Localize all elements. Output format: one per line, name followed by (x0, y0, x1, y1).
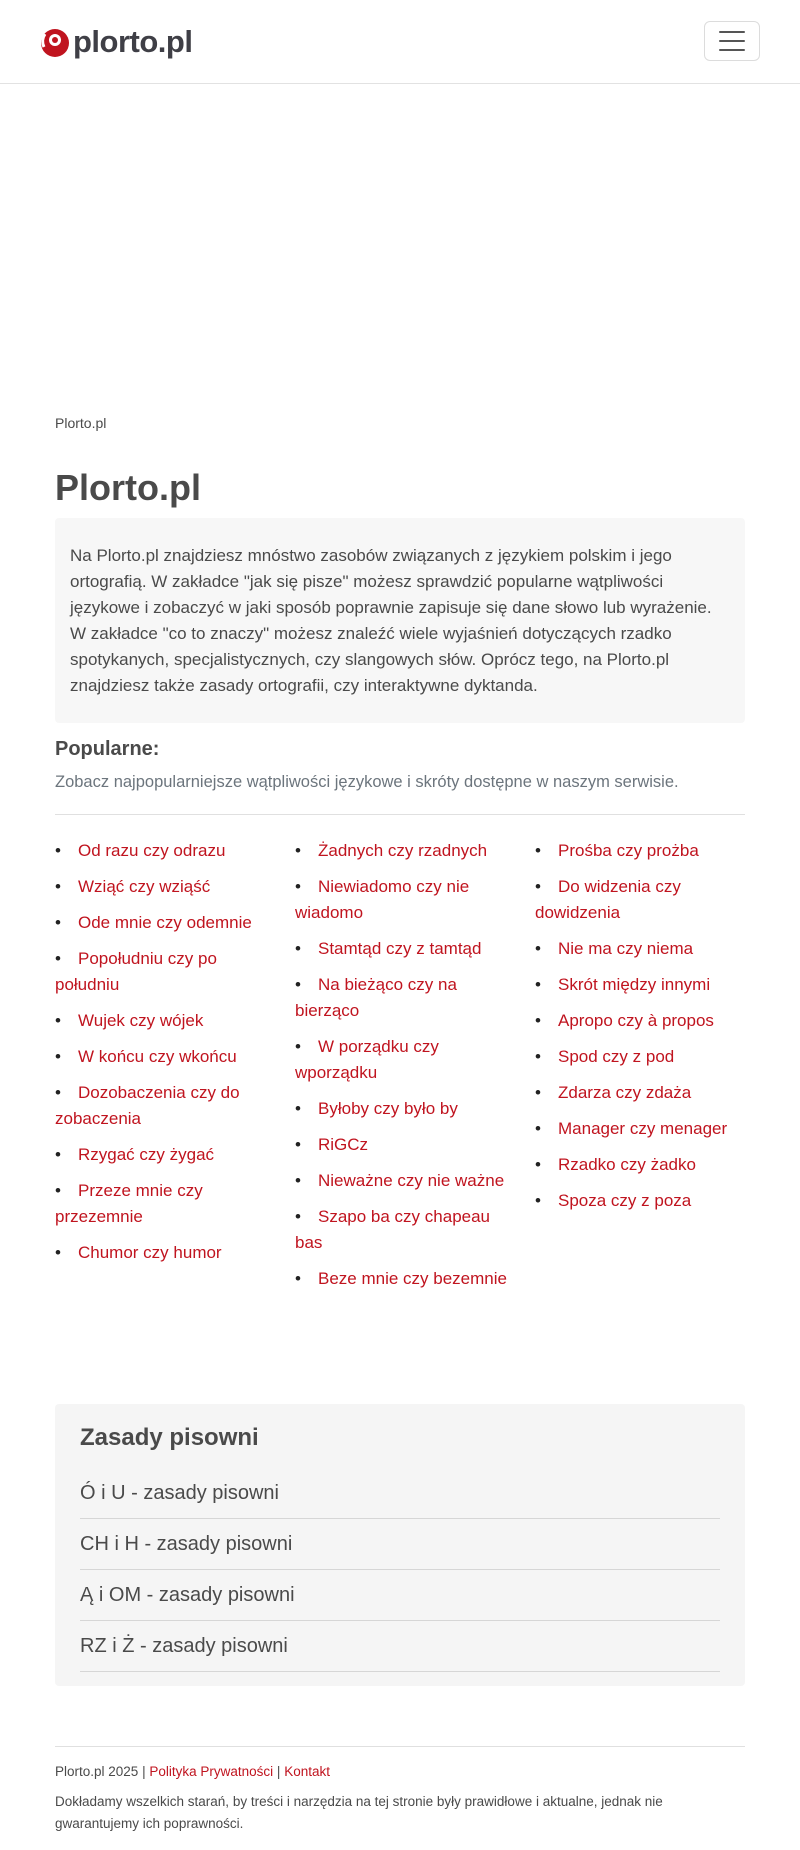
list-item (55, 1044, 270, 1070)
footer-separator: | (142, 1764, 146, 1779)
list-item (535, 1044, 750, 1070)
rules-card (55, 1404, 745, 1686)
popular-link[interactable]: Rzygać czy żygać (78, 1145, 215, 1164)
list-item (535, 874, 750, 926)
popular-link[interactable]: Wziąć czy wziąść (78, 877, 211, 896)
hamburger-icon-line (719, 40, 745, 42)
popular-link[interactable]: W końcu czy wkońcu (78, 1047, 237, 1066)
footer-links (55, 1764, 745, 1779)
popular-link[interactable]: Nieważne czy nie ważne (318, 1171, 505, 1190)
list-item (295, 972, 510, 1024)
popular-link[interactable]: Przeze mnie czy przezemnie (55, 1181, 203, 1226)
footer-copyright: Plorto.pl 2025 (55, 1764, 139, 1779)
footer-disclaimer: Dokładamy wszelkich starań, by treści i narzędzia na tej stronie były prawidłowe i aktualne, jednak nie gwarantujemy ich poprawności. (55, 1794, 663, 1831)
list-item (535, 1080, 750, 1106)
list-item (55, 1240, 270, 1266)
popular-link[interactable]: Apropo czy à propos (558, 1011, 714, 1030)
logo-text: plorto.pl (73, 24, 193, 59)
list-item (535, 838, 750, 864)
list-item (295, 1168, 510, 1194)
list-item (55, 1178, 270, 1230)
popular-link[interactable]: RiGCz (318, 1135, 369, 1154)
list-item (295, 1034, 510, 1086)
list-item (295, 1096, 510, 1122)
rules-item-ch-h[interactable]: CH i H - zasady pisowni (80, 1519, 720, 1570)
popular-link[interactable]: Dozobaczenia czy do zobaczenia (55, 1083, 240, 1128)
list-item (295, 1266, 510, 1292)
privacy-link[interactable]: Polityka Prywatności (149, 1764, 274, 1779)
list-item (295, 838, 510, 864)
hamburger-icon-line (719, 31, 745, 33)
rules-item-rz-z[interactable]: RZ i Ż - zasady pisowni (80, 1621, 720, 1672)
popular-link[interactable]: Spod czy z pod (558, 1047, 675, 1066)
popular-link[interactable]: Beze mnie czy bezemnie (318, 1269, 507, 1288)
list-item (295, 1204, 510, 1256)
footer-divider (55, 1746, 745, 1747)
list-item (295, 874, 510, 926)
popular-link[interactable]: Nie ma czy niema (558, 939, 694, 958)
page-title: Plorto.pl (55, 467, 201, 508)
popular-subtitle: Zobacz najpopularniejsze wątpliwości językowe i skróty dostępne w naszym serwisie. (55, 773, 679, 791)
divider (55, 814, 745, 815)
list-item (55, 838, 270, 864)
popular-link[interactable]: Niewiadomo czy nie wiadomo (295, 877, 470, 922)
popular-link[interactable]: Chumor czy humor (78, 1243, 222, 1262)
popular-link[interactable]: Szapo ba czy chapeau bas (295, 1207, 491, 1252)
popular-heading: Popularne: (55, 738, 160, 760)
navbar (0, 0, 800, 84)
popular-link[interactable]: Rzadko czy żadko (558, 1155, 696, 1174)
list-item (295, 936, 510, 962)
popular-link[interactable]: Do widzenia czy dowidzenia (535, 877, 681, 922)
popular-link[interactable]: W porządku czy wporządku (295, 1037, 439, 1082)
rules-title: Zasady pisowni (80, 1424, 259, 1451)
list-item (55, 910, 270, 936)
popular-link[interactable]: Ode mnie czy odemnie (78, 913, 252, 932)
popular-link[interactable]: Skrót między innymi (558, 975, 711, 994)
breadcrumb[interactable]: Plorto.pl (55, 415, 107, 431)
popular-column-2 (295, 838, 510, 1302)
hamburger-icon-line (719, 49, 745, 51)
list-item (535, 1188, 750, 1214)
footer-separator: | (276, 1764, 281, 1779)
popular-link[interactable]: Manager czy menager (558, 1119, 728, 1138)
list-item (55, 1080, 270, 1132)
list-item (55, 1008, 270, 1034)
popular-link[interactable]: Od razu czy odrazu (78, 841, 226, 860)
popular-link[interactable]: Popołudniu czy po południu (55, 949, 217, 994)
rules-item-o-u[interactable]: Ó i U - zasady pisowni (80, 1468, 720, 1519)
list-item (55, 874, 270, 900)
list-item (535, 1116, 750, 1142)
popular-column-3 (535, 838, 750, 1224)
contact-link[interactable]: Kontakt (284, 1764, 330, 1779)
popular-link[interactable]: Prośba czy prożba (558, 841, 699, 860)
list-item (535, 936, 750, 962)
list-item (535, 1152, 750, 1178)
list-item (295, 1132, 510, 1158)
popular-column-1 (55, 838, 270, 1276)
popular-link[interactable]: Stamtąd czy z tamtąd (318, 939, 482, 958)
popular-link[interactable]: Spoza czy z poza (558, 1191, 692, 1210)
menu-toggle-button[interactable] (704, 21, 760, 61)
rules-list (80, 1468, 720, 1672)
list-item (535, 1008, 750, 1034)
logo-link[interactable] (38, 22, 192, 62)
logo-icon (38, 25, 72, 59)
list-item (55, 1142, 270, 1168)
popular-link[interactable]: Zdarza czy zdaża (558, 1083, 692, 1102)
list-item (55, 946, 270, 998)
popular-link[interactable]: Byłoby czy było by (318, 1099, 458, 1118)
popular-link[interactable]: Wujek czy wójek (78, 1011, 204, 1030)
rules-item-a-om[interactable]: Ą i OM - zasady pisowni (80, 1570, 720, 1621)
popular-link[interactable]: Żadnych czy rzadnych (318, 841, 488, 860)
intro-box: Na Plorto.pl znajdziesz mnóstwo zasobów związanych z językiem polskim i jego ortografią. W zakładce "jak się pisze" możesz sprawdzić popularne wątpliwości językowe i zobaczyć w jaki sposób poprawnie zapisuje się dane słowo lub wyrażenie. W zakładce "co to znaczy" możesz znaleźć wiele wyjaśnień dotyczących rzadko spotykanych, specjalistycznych, czy slangowych słów. Oprócz tego, na Plorto.pl znajdziesz także zasady ortografii, czy interaktywne dyktanda. (55, 518, 745, 723)
list-item (535, 972, 750, 998)
popular-link[interactable]: Na bieżąco czy na bierząco (295, 975, 457, 1020)
